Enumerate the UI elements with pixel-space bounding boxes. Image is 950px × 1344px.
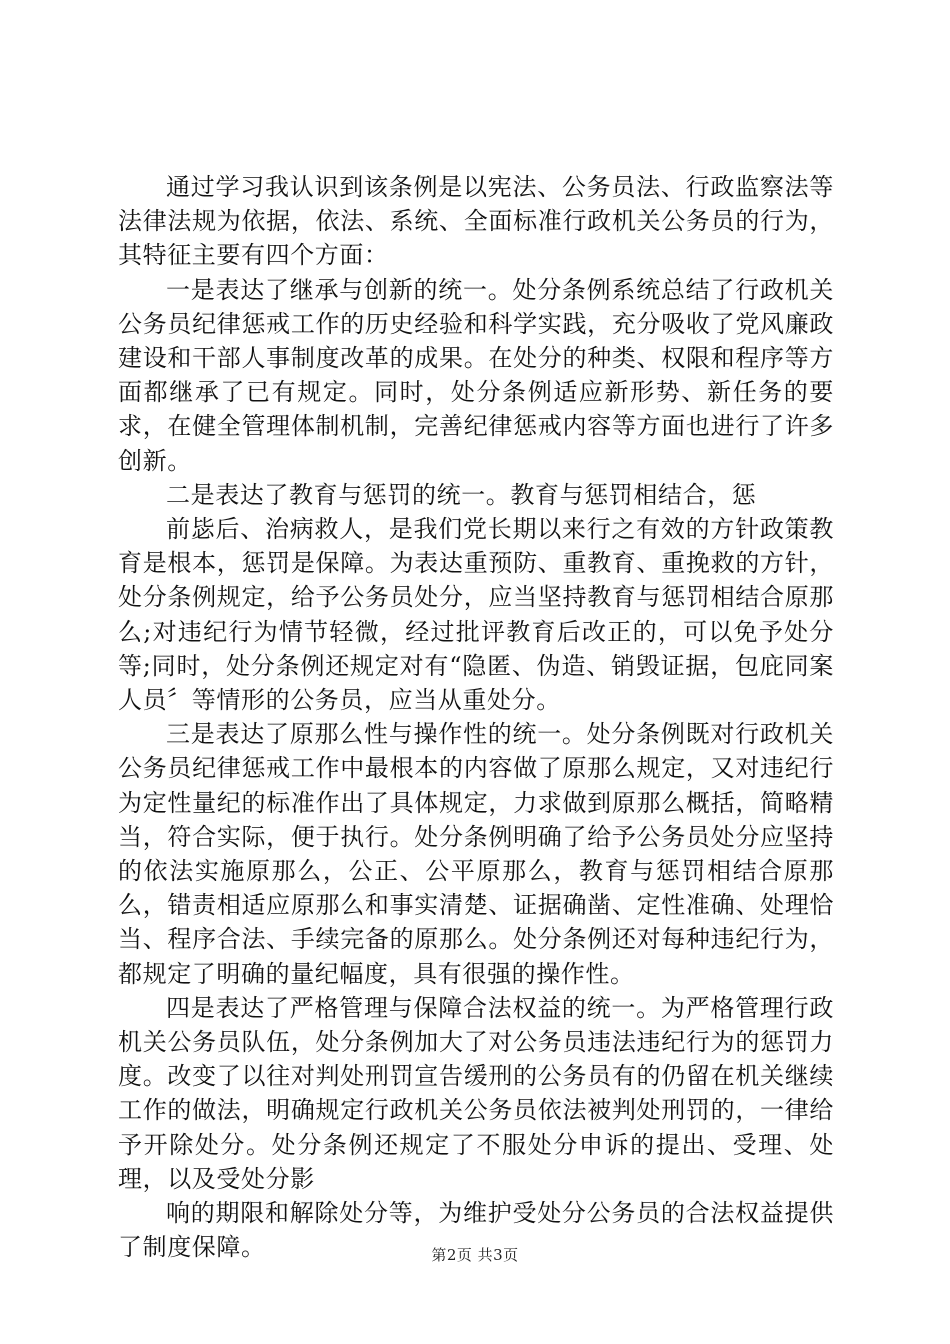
paragraph-point-four: 四是表达了严格管理与保障合法权益的统一。为严格管理行政机关公务员队伍，处分条例加大了对公务员违法违纪行为的惩罚力度。改变了以往对判处刑罚宣告缓刑的公务员有的仍留在机关继续工作的做法，明确规定行政机关公务员依法被判处刑罚的，一律给予开除处分。处分条例还规定了不服处分申诉的提出、受理、处理，以及受处分影 [118, 993, 834, 1193]
paragraph-point-two: 二是表达了教育与惩罚的统一。教育与惩罚相结合，惩 [166, 480, 757, 509]
paragraph-intro: 通过学习我认识到该条例是以宪法、公务员法、行政监察法等法律法规为依据，依法、系统、全面标准行政机关公务员的行为，其特征主要有四个方面： [118, 173, 834, 270]
page-number-footer: 第2页 共3页 [431, 1246, 519, 1264]
paragraph-point-four-continued: 响的期限和解除处分等，为维护受处分公务员的合法权益提供了制度保障。 [118, 1199, 834, 1262]
paragraph-point-one: 一是表达了继承与创新的统一。处分条例系统总结了行政机关公务员纪律惩戒工作的历史经验和科学实践，充分吸收了党风廉政建设和干部人事制度改革的成果。在处分的种类、权限和程序等方面都继承了已有规定。同时，处分条例适应新形势、新任务的要求，在健全管理体制机制，完善纪律惩戒内容等方面也进行了许多创新。 [118, 275, 834, 475]
document-body [118, 170, 834, 1265]
paragraph-point-three: 三是表达了原那么性与操作性的统一。处分条例既对行政机关公务员纪律惩戒工作中最根本的内容做了原那么规定，又对违纪行为定性量纪的标准作出了具体规定，力求做到原那么概括，简略精当，符合实际，便于执行。处分条例明确了给予公务员处分应坚持的依法实施原那么，公正、公平原那么，教育与惩罚相结合原那么，错责相适应原那么和事实清楚、证据确凿、定性准确、处理恰当、程序合法、手续完备的原那么。处分条例还对每种违纪行为，都规定了明确的量纪幅度，具有很强的操作性。 [118, 720, 834, 988]
paragraph-point-two-continued: 前毖后、治病救人，是我们党长期以来行之有效的方针政策教育是根本，惩罚是保障。为表达重预防、重教育、重挽救的方针，处分条例规定，给予公务员处分，应当坚持教育与惩罚相结合原那么;对违纪行为情节轻微，经过批评教育后改正的，可以免予处分等;同时，处分条例还规定对有“隐匿、伪造、销毁证据，包庇同案人员〞等情形的公务员，应当从重处分。 [118, 515, 834, 715]
